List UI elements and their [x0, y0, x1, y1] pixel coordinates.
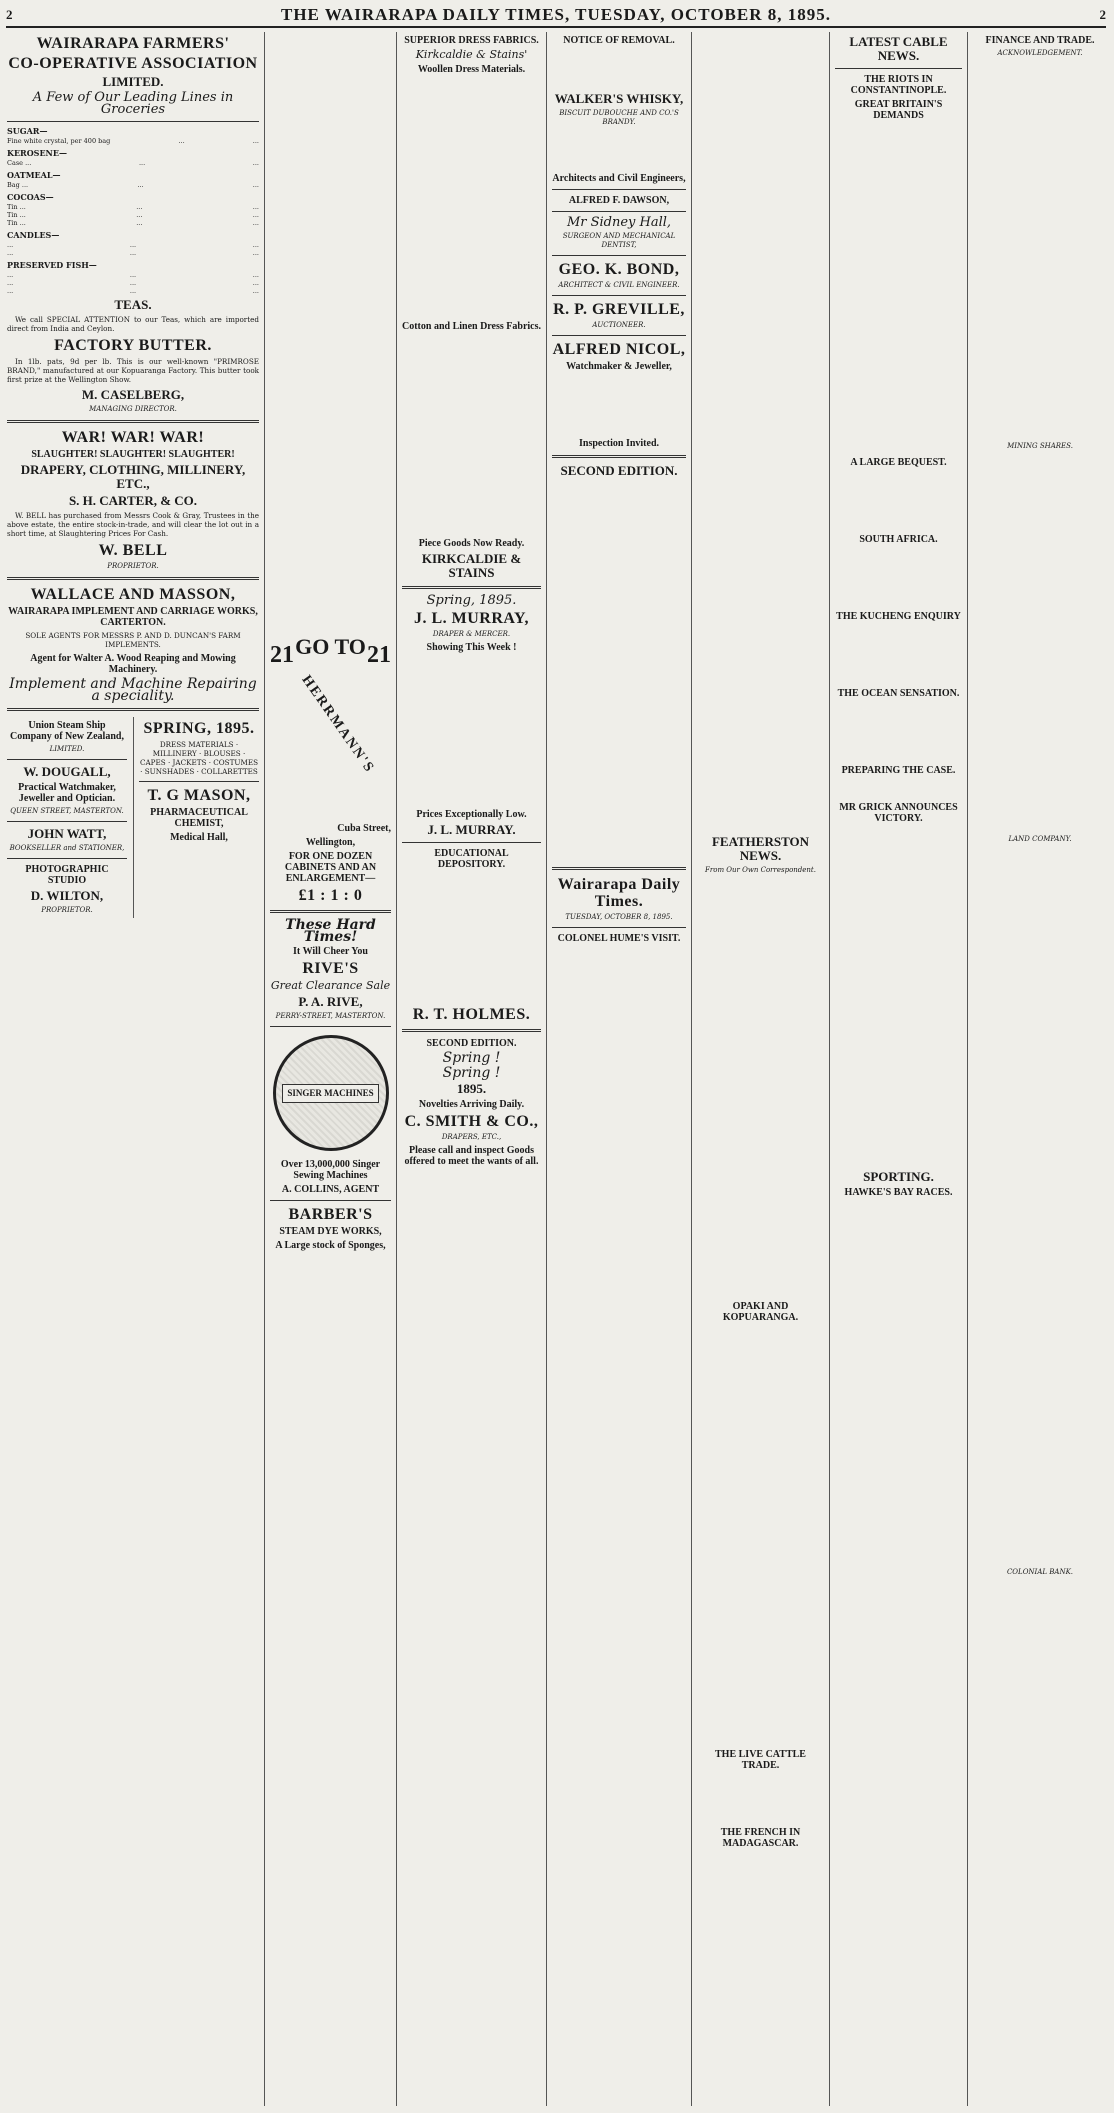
- spring95: Spring, 1895.: [426, 593, 517, 608]
- own-correspondent: From Our Own Correspondent.: [705, 866, 816, 874]
- spring-items: DRESS MATERIALS · MILLINERY · BLOUSES · CAPES · JACKETS · COSTUMES · SUNSHADES · COLLARETTES: [139, 740, 258, 776]
- holmes-name: R. T. HOLMES.: [412, 1006, 531, 1023]
- page-number-right: 2: [1099, 7, 1106, 22]
- goto-text: GO TO: [295, 634, 366, 659]
- year-1895: 1895.: [456, 1081, 487, 1096]
- dougall-sub: Practical Watchmaker, Jeweller and Optician.: [18, 782, 116, 804]
- dougall-name: W. DOUGALL,: [23, 764, 111, 779]
- hawkes-bay: HAWKE'S BAY RACES.: [844, 1187, 953, 1198]
- wbell-role: PROPRIETOR.: [107, 562, 159, 570]
- grick-victory: MR GRICK ANNOUNCES VICTORY.: [839, 802, 958, 824]
- hard-times: These Hard Times!: [285, 917, 376, 945]
- horning-text: Agent for Walter A. Wood Reaping and Mowing Machinery.: [30, 653, 236, 675]
- column-5: [692, 32, 830, 2106]
- herrmann-name: HERRMANN'S: [298, 672, 378, 777]
- mason-name: T. G MASON,: [147, 787, 251, 804]
- spring-2: Spring !: [442, 1065, 501, 1081]
- south-africa: SOUTH AFRICA.: [859, 534, 938, 545]
- walker-whisky: WALKER'S WHISKY,: [554, 91, 684, 106]
- column-7: [968, 32, 1112, 2106]
- perry-street: PERRY-STREET, MASTERTON.: [275, 1012, 386, 1020]
- riots-heading: THE RIOTS IN CONSTANTINOPLE.: [850, 74, 947, 96]
- teas-heading: TEAS.: [114, 297, 152, 312]
- singer-seal-logo: [273, 1035, 389, 1151]
- wfca-title-1: WAIRARAPA FARMERS': [36, 35, 230, 52]
- notice-removal: NOTICE OF REMOVAL.: [563, 35, 675, 46]
- smith-name: C. SMITH & CO.,: [404, 1113, 539, 1130]
- wilton-name: D. WILTON,: [30, 888, 104, 903]
- live-cattle: THE LIVE CATTLE TRADE.: [715, 1749, 806, 1771]
- wallace-name: WALLACE AND MASSON,: [30, 586, 236, 603]
- bond-sub: ARCHITECT & CIVIL ENGINEER.: [558, 281, 680, 289]
- inspection: Inspection Invited.: [578, 438, 659, 449]
- britain-demands: GREAT BRITAIN'S DEMANDS: [854, 99, 943, 121]
- wellington-text: Wellington,: [305, 837, 356, 848]
- kirk2-heading: KIRKCALDIE & STAINS: [421, 551, 522, 580]
- column-2: [265, 32, 397, 2106]
- column-3: [397, 32, 547, 2106]
- union-limited: LIMITED.: [49, 745, 85, 753]
- wbell-name: W. BELL: [98, 542, 168, 559]
- wfca-tagline: A Few of Our Leading Lines in Groceries: [32, 90, 234, 117]
- column-1: WAIRARAPA FARMERS' CO-OPERATIVE ASSOCIATION LIMITED. A Few of Our Leading Lines in Groceries SUGAR— Fine white crystal, per 400 bag ... ... KEROSENE— Case ... ... ... OATMEAL— Bag ... ... ... COCOAS— Tin ... ... ... Tin ... ... ... Tin ... ... ... CANDLES— ... ... ... ... ... ... PRESERVED FISH— ... ... ... ... ... ... ... ... ... TEAS. We call SPECIAL ATTENTION to our Teas, which are imported direct from India and Ceylon. FACTORY BUTTER. In 1lb. pats, 9d per lb. This is our well-known "PRIMROSE BRAND," manufactured at our Kopuaranga Factory. This butter took first prize at the Wellington Show. M. CASELBERG, MANAGING DIRECTOR. WAR! WAR! WAR! SLAUGHTER! SLAUGHTER! SLAUGHTER! DRAPERY, CLOTHING, MILLINERY, ETC., S. H. CARTER, & CO. W. BELL has purchased from Messrs Cook & Gray, Trustees in the above estate, the entire stock-in-trade, and will clear the lot out in a short time, at Slaughtering Prices For Cash. W. BELL PROPRIETOR. WALLACE AND MASSON, WAIRARAPA IMPLEMENT AND CARRIAGE WORKS, CARTERTON. SOLE AGENTS FOR MESSRS P. AND D. DUNCAN'S FARM IMPLEMENTS. Agent for Walter A. Wood Reaping and Mowing Machinery. Implement and Machine Repairing a speciality. Union Steam Ship Company of New Zealand, LIMITED. W. DOUGALL, Practical Watchmaker, Jeweller and Optician. QUEEN STREET, MASTERTON. JOHN WATT, BOOKSELLER and STATIONER, PHOTOGRAPHIC STUDIO D. WILTON, PROPRIETOR. SPRING, 1895. DRESS MATERIALS · MILLINERY · BLOUSES · CAPES · JACKETS · COSTUMES · SUNSHADES · COLLARETTES T. G MASON, PHARMACEUTICAL CHEMIST, Medical Hall,: [2, 32, 265, 2106]
- candles-heading: CANDLES—: [7, 230, 60, 240]
- acknowledge-heading: ACKNOWLEDGEMENT.: [997, 49, 1083, 57]
- hall-name: Mr Sidney Hall,: [566, 215, 672, 230]
- murray2-name: J. L. MURRAY.: [427, 822, 516, 837]
- sponges: A Large stock of Sponges,: [275, 1240, 386, 1251]
- showing: Showing This Week !: [426, 642, 517, 653]
- rive-name: RIVE'S: [302, 960, 359, 977]
- dawson-name: ALFRED F. DAWSON,: [568, 195, 670, 206]
- please-call: Please call and inspect Goods offered to meet the wants of all.: [404, 1145, 539, 1167]
- collins-agent: A. COLLINS, AGENT: [281, 1184, 380, 1195]
- sugar-heading: SUGAR—: [7, 126, 48, 136]
- spring-1: Spring !: [442, 1050, 501, 1066]
- piece-heading: Piece Goods Now Ready.: [418, 538, 525, 549]
- rive-full-name: P. A. RIVE,: [298, 994, 363, 1009]
- second-edition-2: SECOND EDITION.: [560, 463, 678, 478]
- finance-heading: FINANCE AND TRADE.: [985, 35, 1095, 46]
- photo-studio: PHOTOGRAPHIC STUDIO: [25, 864, 109, 886]
- second-edition: SECOND EDITION.: [426, 1038, 517, 1049]
- cuba-street: Cuba Street,: [337, 823, 391, 834]
- slaughter-heading: SLAUGHTER! SLAUGHTER! SLAUGHTER!: [31, 449, 235, 460]
- caselberg-name: M. CASELBERG,: [81, 387, 185, 402]
- over-singer: Over 13,000,000 Singer Sewing Machines: [280, 1159, 381, 1181]
- kerosene-heading: KEROSENE—: [7, 148, 67, 158]
- clearance-sale: Great Clearance Sale: [270, 979, 391, 992]
- wilton-role: PROPRIETOR.: [41, 906, 93, 914]
- preparing-case: PREPARING THE CASE.: [841, 765, 956, 776]
- mining-shares: MINING SHARES.: [1007, 442, 1073, 450]
- featherston-news: FEATHERSTON NEWS.: [711, 834, 810, 863]
- john-watt: JOHN WATT,: [27, 826, 107, 841]
- walker-sub: BISCUIT DUBOUCHE AND CO.'S BRANDY.: [559, 109, 679, 126]
- masthead: [6, 4, 1106, 28]
- carter-text: W. BELL has purchased from Messrs Cook & Gray, Trustees in the above estate, the entire stock-in-trade, and will clear the lot out in a short time, at Slaughtering Prices For Cash.: [7, 511, 259, 538]
- latest-cable: LATEST CABLE NEWS.: [849, 34, 948, 63]
- murray-name: J. L. MURRAY,: [413, 610, 530, 627]
- implement-text: Implement and Machine Repairing a speciality.: [9, 676, 257, 704]
- singer-seal-text: SINGER MACHINES: [282, 1084, 378, 1103]
- number-21-right: 21: [367, 642, 391, 668]
- medical-hall: Medical Hall,: [170, 832, 228, 843]
- watt-sub: BOOKSELLER and STATIONER,: [9, 844, 125, 852]
- page-number-left: 2: [6, 7, 13, 22]
- masthead-title: THE WAIRARAPA DAILY TIMES, TUESDAY, OCTOBER 8, 1895.: [280, 5, 832, 24]
- carter-name: S. H. CARTER, & CO.: [68, 493, 198, 508]
- alfred-sub: Watchmaker & Jeweller,: [566, 361, 672, 372]
- kirk-heading: Kirkcaldie & Stains': [415, 48, 528, 61]
- sporting-heading: SPORTING.: [863, 1169, 934, 1184]
- woollen-heading: Woollen Dress Materials.: [417, 64, 526, 75]
- murray-draper: DRAPER & MERCER.: [432, 630, 511, 638]
- novelties: Novelties Arriving Daily.: [418, 1099, 525, 1110]
- agents-text: SOLE AGENTS FOR MESSRS P. AND D. DUNCAN'S FARM IMPLEMENTS.: [25, 631, 241, 649]
- number-21-left: 21: [270, 642, 294, 668]
- smith-drapers: DRAPERS, ETC.,: [441, 1133, 502, 1141]
- kucheng-enquiry: THE KUCHENG ENQUIRY: [836, 611, 961, 622]
- queen-st: QUEEN STREET, MASTERTON.: [10, 807, 124, 815]
- greville-sub: AUCTIONEER.: [592, 321, 646, 329]
- wfca-title-2: CO-OPERATIVE ASSOCIATION: [8, 55, 258, 72]
- factory-heading: FACTORY BUTTER.: [54, 337, 212, 354]
- issue-date: TUESDAY, OCTOBER 8, 1895.: [565, 913, 673, 921]
- oatmeal-heading: OATMEAL—: [7, 170, 61, 180]
- steam-dye: STEAM DYE WORKS,: [279, 1226, 382, 1237]
- column-4: [547, 32, 692, 2106]
- large-bequest: A LARGE BEQUEST.: [850, 457, 947, 468]
- cocoas-heading: COCOAS—: [7, 192, 54, 202]
- land-company: LAND COMPANY.: [1008, 835, 1072, 843]
- architects: Architects and Civil Engineers,: [552, 173, 686, 184]
- spring-heading: SPRING, 1895.: [143, 720, 255, 737]
- wallace-sub: WAIRARAPA IMPLEMENT AND CARRIAGE WORKS, CARTERTON.: [8, 606, 258, 628]
- colonel-visit: COLONEL HUME'S VISIT.: [557, 933, 681, 944]
- edu-depot: EDUCATIONAL DEPOSITORY.: [434, 848, 509, 870]
- union-heading: Union Steam Ship Company of New Zealand,: [10, 720, 124, 742]
- hall-sub: SURGEON AND MECHANICAL DENTIST,: [562, 232, 676, 249]
- wfca-title-3: LIMITED.: [102, 74, 164, 89]
- factory-text: In 1lb. pats, 9d per lb. This is our well-known "PRIMROSE BRAND," manufactured at our Kopuaranga Factory. This butter took first prize at the Wellington Show.: [7, 357, 259, 384]
- opaki-heading: OPAKI AND KOPUARANGA.: [722, 1301, 799, 1323]
- barbers-name: BARBER'S: [288, 1206, 373, 1223]
- column-6: [830, 32, 968, 2106]
- prices-low: Prices Exceptionally Low.: [416, 809, 527, 820]
- french-madagascar: THE FRENCH IN MADAGASCAR.: [720, 1827, 801, 1849]
- war-heading: WAR! WAR! WAR!: [61, 429, 205, 446]
- bond-name: GEO. K. BOND,: [558, 261, 680, 278]
- mason-sub: PHARMACEUTICAL CHEMIST,: [150, 807, 248, 829]
- for-one-dozen: FOR ONE DOZEN CABINETS AND AN ENLARGEMENT—: [284, 851, 377, 884]
- drapery-heading: DRAPERY, CLOTHING, MILLINERY, ETC.,: [20, 462, 246, 491]
- caselberg-role: MANAGING DIRECTOR.: [89, 405, 177, 413]
- greville-name: R. P. GREVILLE,: [553, 301, 685, 318]
- alfred-name: ALFRED NICOL,: [552, 341, 686, 358]
- colonial-bank: COLONIAL BANK.: [1006, 1568, 1074, 1576]
- superior-heading: SUPERIOR DRESS FABRICS.: [404, 35, 539, 46]
- daily-times-heading: Wairarapa Daily Times.: [557, 876, 681, 910]
- teas-text: We call SPECIAL ATTENTION to our Teas, which are imported direct from India and Ceylon.: [7, 315, 259, 333]
- it-will-cheer: It Will Cheer You: [293, 946, 368, 957]
- price-text: £1 : 1 : 0: [298, 887, 363, 904]
- ocean-sensation: THE OCEAN SENSATION.: [837, 688, 960, 699]
- fish-heading: PRESERVED FISH—: [7, 260, 97, 270]
- cotton-heading: Cotton and Linen Dress Fabrics.: [402, 321, 541, 332]
